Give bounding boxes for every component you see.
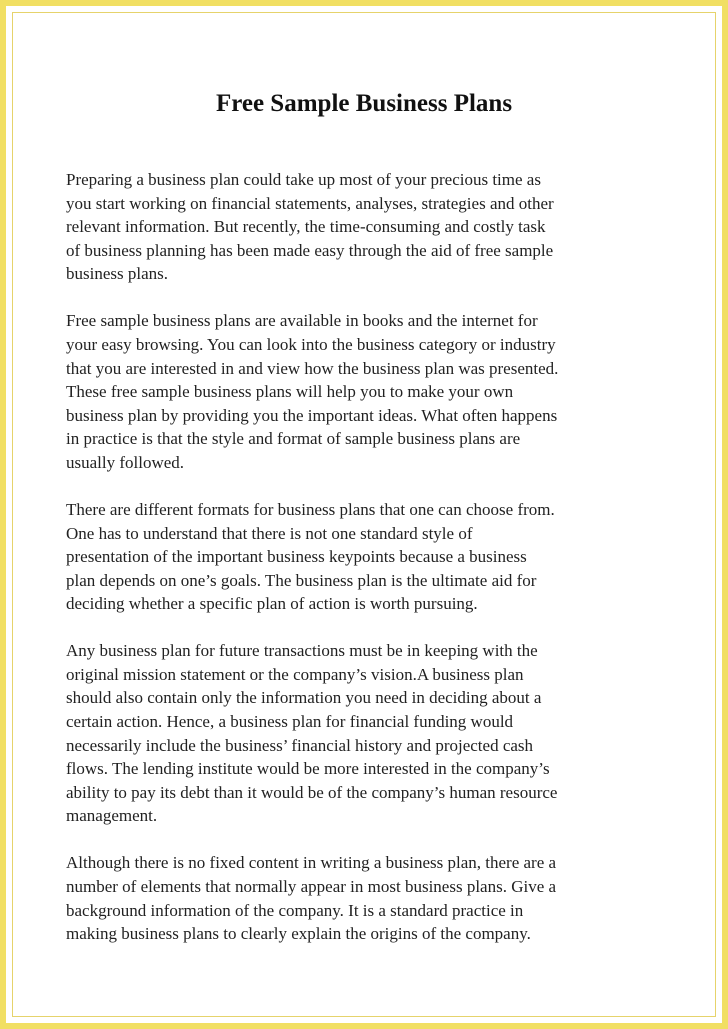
text-line: Free sample business plans are available in books and the internet for [66, 311, 538, 331]
page-title: Free Sample Business Plans [215, 90, 513, 117]
text-line: you start working on financial statements, analyses, strategies and other [66, 193, 554, 213]
text-line: certain action. Hence, a business plan for financial funding would [66, 712, 514, 732]
text-line: background information of the company. It is a standard practice in [66, 900, 524, 920]
text-line: flows. The lending institute would be more interested in the company’s [66, 759, 550, 779]
text-line: management. [66, 806, 158, 826]
text-line: original mission statement or the company’s vision.A business plan [66, 664, 524, 684]
paragraph-intro [66, 168, 664, 286]
text-line: should also contain only the information you need in deciding about a [66, 688, 542, 708]
text-line: ability to pay its debt than it would be of the company’s human resource [66, 782, 558, 802]
text-line: necessarily include the business’ financial history and projected cash [66, 735, 534, 755]
text-line: Any business plan for future transactions must be in keeping with the [66, 641, 538, 661]
text-line: deciding whether a specific plan of action is worth pursuing. [66, 594, 478, 614]
text-line: of business planning has been made easy through the aid of free sample [66, 240, 554, 260]
text-line: plan depends on one’s goals. The business plan is the ultimate aid for [66, 570, 537, 590]
paragraph-availability [66, 309, 664, 474]
paragraph-mission [66, 639, 664, 828]
text-line: relevant information. But recently, the time-consuming and costly task [66, 217, 546, 237]
text-line: business plans. [66, 264, 168, 284]
text-line: Preparing a business plan could take up most of your precious time as [66, 170, 541, 189]
text-line: making business plans to clearly explain the origins of the company. [66, 924, 531, 944]
text-line: that you are interested in and view how the business plan was presented. [66, 358, 559, 378]
text-line: Although there is no fixed content in writing a business plan, there are a [66, 853, 557, 873]
paragraph-content [66, 851, 664, 945]
text-line: your easy browsing. You can look into the business category or industry [66, 334, 556, 354]
text-line: There are different formats for business plans that one can choose from. [66, 499, 555, 519]
text-line: presentation of the important business keypoints because a business [66, 547, 527, 567]
paragraph-formats [66, 498, 664, 616]
text-line: business plan by providing you the important ideas. What often happens [66, 405, 558, 425]
text-line: number of elements that normally appear in most business plans. Give a [66, 877, 557, 896]
document-body [66, 168, 664, 969]
text-line: in practice is that the style and format of sample business plans are [66, 429, 521, 449]
text-line: These free sample business plans will help you to make your own [66, 382, 514, 402]
text-line: One has to understand that there is not one standard style of [66, 523, 473, 543]
text-line: usually followed. [66, 452, 185, 472]
